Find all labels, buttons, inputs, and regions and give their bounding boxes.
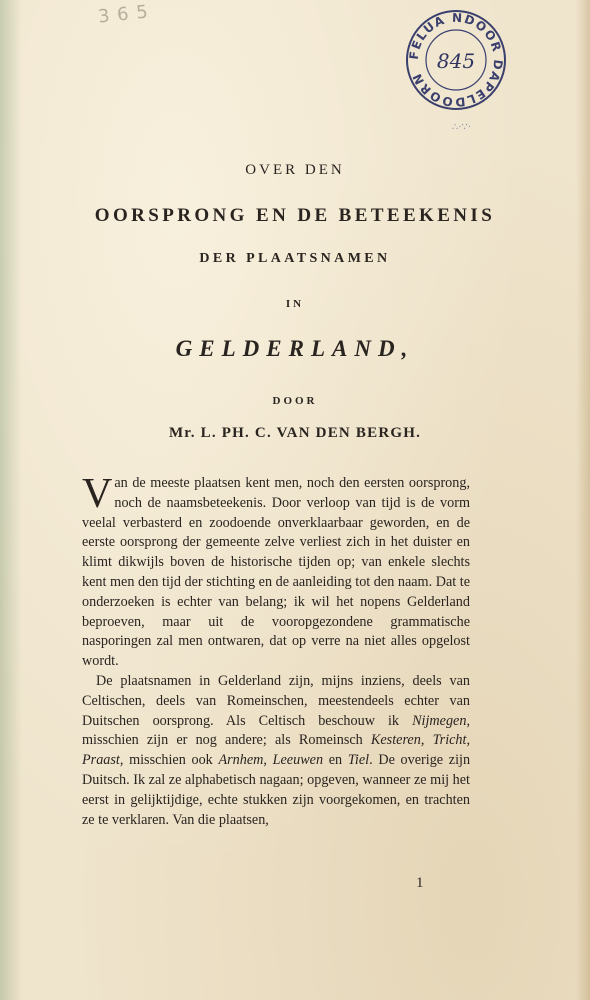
paragraph-2 (82, 672, 470, 830)
separator: , (466, 732, 471, 749)
place-name: Tiel (347, 752, 370, 769)
title-line-2: OORSPRONG EN DE BETEEKENIS (94, 205, 496, 226)
place-name: Praast (82, 752, 120, 769)
place-name: Kesteren (370, 732, 421, 749)
library-stamp (404, 8, 508, 112)
drop-cap: V (82, 471, 113, 517)
place-name: Leeuwen (272, 752, 324, 769)
stamp-smudge: ∴·∵· (452, 122, 472, 133)
title-line-1: OVER DEN (245, 162, 345, 178)
title-line-4: IN (285, 298, 305, 310)
paragraph-2-text: . De overige zijn Duitsch. Ik zal ze alphabetisch nagaan; opgeven, wanneer ze mij het eerst in gelijktijdige, echte stukken zijn voorgekomen, en trachten ze te verklaren. Van die plaatsen, (82, 752, 471, 828)
separator: , (263, 752, 267, 769)
pencil-mark: 3 6 5 (97, 1, 150, 28)
page-left-edge (0, 0, 22, 1000)
body-text (82, 471, 471, 830)
title-line-3: DER PLAATSNAMEN (199, 251, 391, 266)
paragraph-2-text: , misschien zijn er nog andere; als Romeinsch (82, 712, 470, 749)
page-number: 1 (416, 875, 424, 891)
paragraph-2-text: en (328, 752, 343, 769)
place-name: Nijmegen (412, 712, 467, 729)
stamp-text: FELUA NDOOR DAPELDOORN (406, 10, 506, 110)
place-name: Tricht (432, 732, 467, 749)
paragraph-1-text: an de meeste plaatsen kent men, noch den eersten oorsprong, noch de naamsbeteekenis. Door verloop van tijd is de vorm veelal verbasterd en zoodoende onverklaarbaar geworden, en de eerste oorsprong der gemeente zelve verliest zich in het duister en klimt dikwijls boven de historische tijden op; van enkele slechts kent men den tijd der stichting en de aanleiding tot den naam. Dat te onderzoeken is echter van belang; ik wil het nopens Gelderland beproeven, maar uit de vooropgezondene grammatische nasporingen zal men ontwaren, dat op verre na niet alles opgelost wordt. (82, 475, 470, 670)
title-author: Mr. L. PH. C. VAN DEN BERGH. (168, 425, 422, 441)
paragraph-2-text: De plaatsnamen in Gelderland zijn, mijns inziens, deels van Celtischen, deels van Romeinschen, meestendeels echter van Duitschen oorsprong. Als Celtisch beschouw ik (82, 672, 470, 729)
paragraph-1 (82, 471, 470, 672)
title-region: GELDERLAND, (175, 336, 415, 361)
place-name: Arnhem (218, 752, 264, 769)
title-by: DOOR (272, 395, 318, 407)
separator: , (420, 732, 425, 749)
stamp-number: 845 (436, 49, 476, 73)
paragraph-2-text: , misschien ook (119, 752, 213, 769)
page-right-edge (576, 0, 590, 1000)
